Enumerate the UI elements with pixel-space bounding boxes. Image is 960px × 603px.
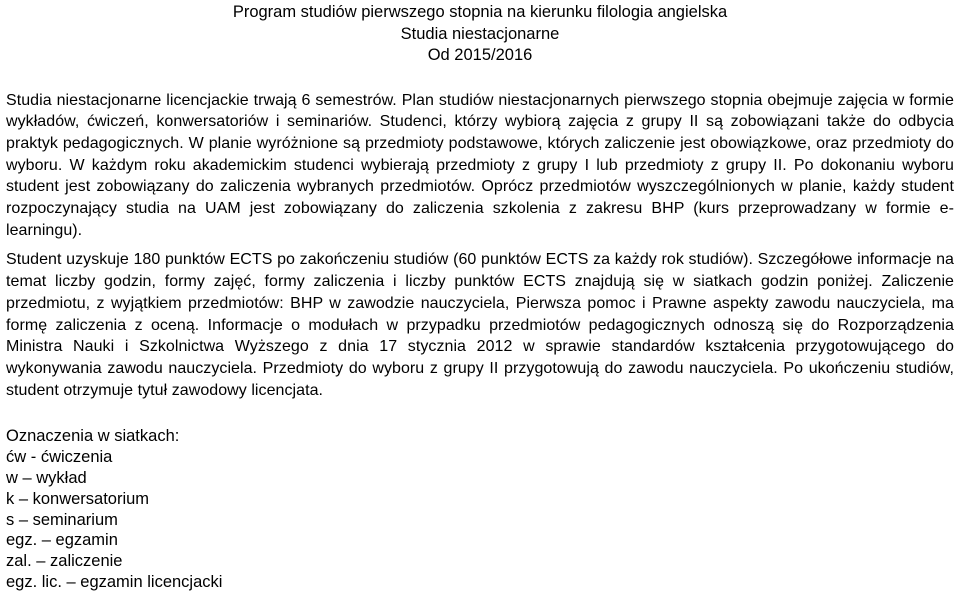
legend-item-wyklad: w – wykład [6, 468, 87, 487]
document-header [6, 0, 954, 67]
program-title: Program studiów pierwszego stopnia na kierunku filologia angielska [232, 3, 728, 21]
legend-item-konwersatorium: k – konwersatorium [6, 489, 150, 508]
legend-item-egzamin: egz. – egzamin [6, 531, 118, 550]
paragraph-ects-info: Student uzyskuje 180 punktów ECTS po zakończeniu studiów (60 punktów ECTS za każdy rok studiów). Szczegółowe informacje na temat liczby godzin, formy zajęć, formy zaliczenia i liczby punktów ECTS znajdują się w siatkach godzin poniżej. Zaliczenie przedmiotu, z wyjątkiem przedmiotów: BHP w zawodzie nauczyciela, Pierwsza pomoc i Prawne aspekty zawodu nauczyciela, ma formę zaliczenia z oceną. Informacje o modułach w przypadku przedmiotów pedagogicznych odnoszą się do Rozporządzenia Ministra Nauki i Szkolnictwa Wyższego z dnia 17 stycznia 2012 w sprawie standardów kształcenia przygotowującego do wykonywania zawodu nauczyciela. Przedmioty do wyboru z grupy II przygotowują do zawodu nauczyciela. Po ukończeniu studiów, student otrzymuje tytuł zawodowy licencjata. [6, 251, 954, 399]
study-mode: Studia niestacjonarne [400, 24, 560, 43]
legend-item-egzamin-licencjacki: egz. lic. – egzamin licencjacki [6, 572, 223, 591]
legend-item-seminarium: s – seminarium [6, 510, 118, 529]
effective-year: Od 2015/2016 [427, 46, 533, 64]
legend-item-zaliczenie: zal. – zaliczenie [6, 552, 123, 571]
legend-item-cwiczenia: ćw - ćwiczenia [6, 448, 113, 467]
paragraph-study-plan: Studia niestacjonarne licencjackie trwają 6 semestrów. Plan studiów niestacjonarnych pierwszego stopnia obejmuje zajęcia w formie wykładów, ćwiczeń, konwersatoriów i seminariów. Studenci, którzy wybiorą zajęcia z grupy II są zobowiązani także do odbycia praktyk pedagogicznych. W planie wyróżnione są przedmioty podstawowe, których zaliczenie jest obowiązkowe, oraz przedmioty do wyboru. W każdym roku akademickim studenci wybierają przedmioty z grupy I lub przedmioty z grupy II. Po dokonaniu wyboru student jest zobowiązany do zaliczenia wybranych przedmiotów. Oprócz przedmiotów wyszczególnionych w planie, każdy student rozpoczynający studia na UAM jest zobowiązany do zaliczenia szkolenia z zakresu BHP (kurs przeprowadzany w formie e-learningu). [6, 91, 954, 239]
legend-heading: Oznaczenia w siatkach: [6, 427, 180, 446]
legend [6, 426, 954, 592]
document-body [6, 90, 954, 402]
